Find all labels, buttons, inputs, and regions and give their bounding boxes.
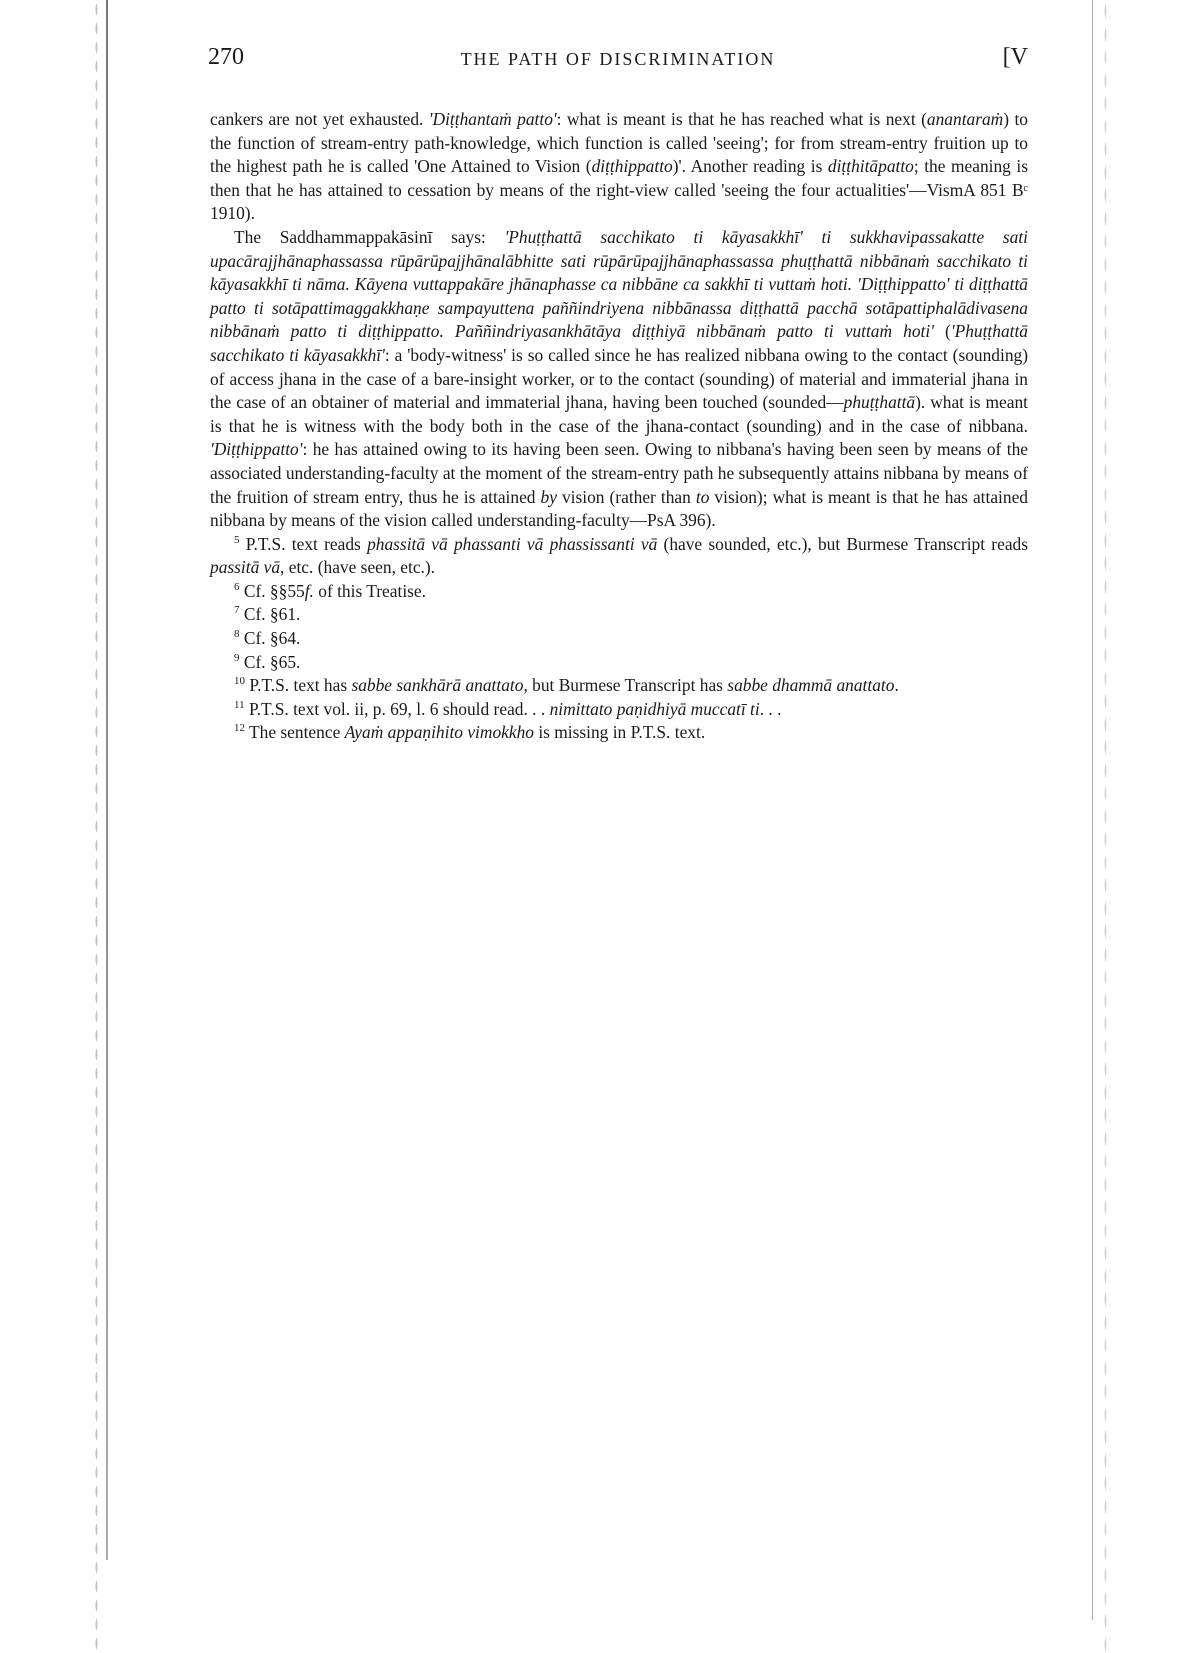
text-run: P.T.S. text has xyxy=(245,675,352,696)
text-run: . xyxy=(894,675,899,696)
italic-text: by xyxy=(540,486,557,507)
text-run: , but Burmese Transcript has xyxy=(523,675,728,696)
italic-text: 'Diṭṭhantaṁ patto' xyxy=(428,109,557,129)
italic-text: Ayaṁ appaṇihito vimokkho xyxy=(344,722,534,743)
text-run: . . . xyxy=(759,698,782,719)
italic-text: 'Phuṭṭhattā sacchikato ti kāyasakkhī' xyxy=(210,321,1029,365)
text-run: cankers are not yet exhausted. xyxy=(210,109,429,129)
running-title: THE PATH OF DISCRIMINATION xyxy=(460,49,776,69)
text-run: Cf. §65. xyxy=(239,651,301,672)
italic-text: anantaraṁ xyxy=(926,109,1004,129)
text-run: is missing in P.T.S. text. xyxy=(533,722,706,743)
text-run: )'. Another reading is xyxy=(672,156,828,177)
scan-artifact-left xyxy=(95,0,98,1653)
footnote-number: 7 xyxy=(234,604,240,617)
scan-artifact-right xyxy=(1104,0,1107,1653)
text-run: (have sounded, etc.), but Burmese Transcript reads xyxy=(657,533,1029,554)
italic-text: phuṭṭhattā xyxy=(843,392,916,413)
text-run: Cf. §61. xyxy=(239,604,301,625)
italic-text: diṭṭhippatto xyxy=(591,156,673,177)
footnote-number: 11 xyxy=(234,699,245,712)
italic-text: diṭṭhitāpatto xyxy=(827,156,914,177)
italic-text: passitā vā xyxy=(210,557,281,578)
text-run: vision (rather than xyxy=(556,486,696,507)
footnote-5 xyxy=(210,533,1028,580)
text-run: ). what is meant is that he is witness with the body both in the case of the jhana-contact (sounding) and in the case of nibbana. xyxy=(210,392,1029,436)
main-text xyxy=(210,108,1028,745)
text-run: Cf. §64. xyxy=(239,628,301,649)
text-run: : what is meant is that he has reached what is next ( xyxy=(556,109,927,129)
italic-text: 'Phuṭṭhattā sacchikato ti kāyasakkhī' ti sukkhavipassakatte sati upacārajjhānaphassassa rūpārūpajjhānalābhitte sati rūpārūpajjhānaphassassa phuṭṭhattā nibbānaṁ sacchikato ti kāyasakkhī ti nāma. Kāyena vuttappakāre jhānaphasse ca nibbāne ca sakkhī ti vuttaṁ hoti. 'Diṭṭhippatto' ti diṭṭhattā patto ti sotāpattimaggakkhaṇe sampayuttena paññindriyena nibbānassa diṭṭhattā pacchā sotāpattiphalādivasena nibbānaṁ patto ti diṭṭhippatto. Paññindriyasankhātāya diṭṭhiyā nibbānaṁ patto ti vuttaṁ hoti' xyxy=(210,226,1028,342)
text-run: ( xyxy=(933,321,951,342)
footnote-number: 12 xyxy=(234,722,245,735)
page-header xyxy=(208,44,1028,80)
text-run: ) to the function of stream-entry path-knowledge, which function is called 'seeing'; for from stream-entry fruition up to the highest path he is called 'One Attained to Vision ( xyxy=(210,109,1028,177)
text-run: of this Treatise. xyxy=(313,580,426,601)
footnote-number: 6 xyxy=(234,581,240,594)
page-number: 270 xyxy=(208,44,244,70)
text-run: : a 'body-witness' is so called since he has realized nibbana owing to the contact (sounding) of access jhana in the case of a bare-insight worker, or to the contact (sounding) of material and immaterial jhana in the case of an obtainer of material and immaterial jhana, having been touched (sounded— xyxy=(210,344,1029,413)
footnote-11 xyxy=(210,698,1028,722)
binding-edge-line xyxy=(106,0,108,1560)
text-run: vision); what is meant is that he has attained nibbana by means of the vision called understanding-faculty—PsA 396). xyxy=(210,486,1029,531)
text-run: Cf. §§55 xyxy=(239,580,305,601)
text-run: P.T.S. text reads xyxy=(239,533,368,554)
footnote-12 xyxy=(210,721,1028,745)
footnote-number: 10 xyxy=(234,675,245,688)
italic-text: phassitā vā phassanti vā phassissanti vā xyxy=(367,533,658,554)
text-run: ; the meaning is then that he has attained to cessation by means of the right-view called 'seeing the four actualities'—VismA 851 Bᶜ 1910). xyxy=(210,156,1029,224)
footnote-10 xyxy=(210,674,1028,698)
footnote-8 xyxy=(210,627,1028,651)
text-run: The Saddhammappakāsinī says: xyxy=(234,226,505,247)
footnote-7 xyxy=(210,603,1028,627)
italic-text: sabbe dhammā anattato xyxy=(727,675,895,696)
italic-text: 'Diṭṭhippatto' xyxy=(210,439,303,460)
footnote-number: 9 xyxy=(234,651,240,664)
text-run: : he has attained owing to its having been seen. Owing to nibbana's having been seen by means of the associated understanding-faculty at the moment of the stream-entry path he subsequently attains nibbana by means of the fruition of stream entry, thus he is attained xyxy=(210,439,1028,507)
footnote-6 xyxy=(210,580,1028,604)
italic-text: sabbe sankhārā anattato xyxy=(351,675,524,696)
footnote-number: 8 xyxy=(234,628,240,641)
italic-text: to xyxy=(695,486,710,507)
page-edge-line xyxy=(1092,0,1093,1620)
chapter-marker: [V xyxy=(1002,44,1028,70)
footnote-number: 5 xyxy=(234,533,240,546)
italic-text: f. xyxy=(304,580,314,601)
footnote-9 xyxy=(210,651,1028,675)
body-paragraph xyxy=(210,108,1028,226)
italic-text: nimittato paṇidhiyā muccatī ti xyxy=(549,698,760,719)
text-run: The sentence xyxy=(245,722,345,743)
text-run: P.T.S. text vol. ii, p. 69, l. 6 should read. . . xyxy=(244,698,550,719)
text-run: , etc. (have seen, etc.). xyxy=(280,557,436,578)
body-paragraph xyxy=(210,226,1028,533)
